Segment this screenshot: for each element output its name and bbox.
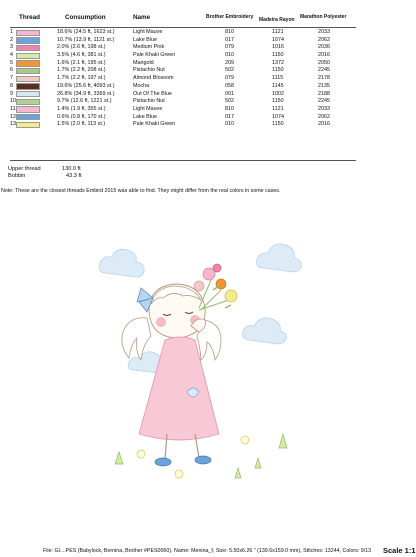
thread-consumption: 2.0% (2.6 ft, 198 st.) [57, 44, 106, 51]
thread-name: Lake Blue [133, 36, 157, 43]
thread-consumption: 26.8% (34.9 ft, 3369 st.) [57, 90, 115, 97]
thread-color-swatch [16, 99, 40, 105]
thread-name: Mocha [133, 82, 150, 89]
bobbin-value: 43.3 ft [66, 173, 82, 180]
thread-number: 13 [10, 121, 16, 128]
thread-number: 12 [10, 113, 16, 120]
thread-consumption: 10.7% (13.9 ft, 1121 st.) [57, 36, 115, 43]
table-row [0, 121, 416, 129]
table-row [0, 67, 416, 75]
thread-brother: 010 [225, 121, 234, 128]
thread-madeira: 1121 [272, 105, 284, 112]
table-row [0, 98, 416, 106]
thread-brother: 502 [225, 67, 234, 74]
thread-marathon: 2245 [318, 98, 330, 105]
thread-number: 4 [10, 52, 13, 59]
thread-consumption: 1.4% (1.9 ft, 355 st.) [57, 105, 106, 112]
header-madeira: Madeira Rayon [259, 17, 295, 23]
header-consumption: Consumption [65, 14, 106, 21]
thread-name: Pale Khaki Green [133, 121, 176, 128]
thread-marathon: 2062 [318, 113, 330, 120]
table-row [0, 106, 416, 114]
thread-color-swatch [16, 45, 40, 51]
thread-consumption: 1.5% (2.0 ft, 113 st.) [57, 121, 106, 128]
thread-brother: 058 [225, 82, 234, 89]
thread-brother: 209 [225, 59, 234, 66]
thread-marathon: 2178 [318, 75, 330, 82]
thread-marathon: 2033 [318, 105, 330, 112]
thread-name: Almond Blossom [133, 75, 174, 82]
thread-consumption: 1.7% (2.2 ft, 208 st.) [57, 67, 106, 74]
thread-marathon: 2188 [318, 90, 330, 97]
thread-brother: 017 [225, 113, 234, 120]
thread-color-swatch [16, 83, 40, 89]
thread-brother: 017 [225, 36, 234, 43]
thread-number: 9 [10, 90, 13, 97]
shoe-right [195, 456, 211, 464]
cloud-right [243, 318, 287, 344]
upper-thread-value: 130.0 ft [62, 166, 81, 172]
header-rule [10, 27, 356, 28]
thread-madeira: 1074 [272, 36, 284, 43]
cloud-right-top [257, 244, 302, 272]
thread-color-swatch [16, 114, 40, 120]
thread-marathon: 2245 [318, 67, 330, 74]
table-row [0, 44, 416, 52]
thread-brother: 079 [225, 44, 234, 51]
thread-madeira: 1016 [272, 44, 284, 51]
thread-color-swatch [16, 60, 40, 66]
thread-marathon: 2016 [318, 121, 330, 128]
thread-madeira: 1121 [272, 29, 284, 35]
thread-name: Out Of The Blue [133, 90, 172, 97]
thread-consumption: 19.6% (25.6 ft, 4093 st.) [57, 82, 115, 89]
thread-madeira: 1074 [272, 113, 284, 120]
shoe-left [155, 458, 171, 466]
table-header [0, 12, 416, 26]
table-row [0, 29, 416, 37]
thread-brother: 502 [225, 98, 234, 105]
thread-name: Marigold [133, 59, 154, 66]
table-row [0, 52, 416, 60]
thread-name: Pistachio Nut [133, 98, 165, 105]
bobbin-label: Bobbin [8, 173, 26, 180]
cheek-left [156, 317, 166, 327]
thread-number: 11 [10, 105, 16, 112]
thread-madeira: 1145 [272, 82, 284, 89]
thread-marathon: 2062 [318, 36, 330, 43]
thread-consumption: 18.6% (24.5 ft, 1623 st.) [57, 29, 115, 35]
cloud-left [99, 249, 144, 277]
upper-thread-label: Upper thread [8, 166, 41, 172]
thread-madeira: 1372 [272, 59, 284, 66]
thread-madeira: 1150 [272, 98, 284, 105]
thread-madeira: 1150 [272, 121, 284, 128]
thread-consumption: 9.7% (12.6 ft, 1221 st.) [57, 98, 112, 105]
thread-color-swatch [16, 37, 40, 43]
thread-name: Light Mauve [133, 105, 163, 112]
color-note: Note: These are the closest threads Embird 2015 was able to find. They might differ from the real colors in some cases. [1, 188, 281, 194]
thread-madeira: 1002 [272, 90, 284, 97]
thread-color-swatch [16, 30, 40, 36]
thread-color-swatch [16, 91, 40, 97]
thread-madeira: 1150 [272, 67, 284, 74]
embroidery-design-image [95, 228, 335, 490]
thread-table [0, 29, 416, 129]
thread-brother: 810 [225, 105, 234, 112]
scale-label: Scale 1:1 [383, 546, 416, 555]
thread-marathon: 2135 [318, 82, 330, 89]
thread-name: Medium Pink [133, 44, 165, 51]
thread-consumption: 1.7% (2.2 ft, 197 st.) [57, 75, 106, 82]
thread-number: 6 [10, 67, 13, 74]
thread-number: 10 [10, 98, 16, 105]
thread-color-swatch [16, 68, 40, 74]
thread-number: 5 [10, 59, 13, 66]
header-name: Name [133, 14, 151, 21]
thread-brother: 001 [225, 90, 234, 97]
header-thread: Thread [19, 14, 40, 21]
table-row [0, 60, 416, 68]
thread-color-swatch [16, 122, 40, 128]
table-row [0, 114, 416, 122]
thread-marathon: 2033 [318, 29, 330, 35]
thread-madeira: 1115 [272, 75, 284, 82]
thread-consumption: 1.6% (2.1 ft, 195 st.) [57, 59, 106, 66]
thread-marathon: 2050 [318, 59, 330, 66]
thread-number: 8 [10, 82, 13, 89]
table-row [0, 75, 416, 83]
thread-name: Pale Khaki Green [133, 52, 176, 59]
thread-brother: 010 [225, 52, 234, 59]
thread-madeira: 1150 [272, 52, 284, 59]
thread-color-swatch [16, 53, 40, 59]
thread-brother: 810 [225, 29, 234, 35]
thread-number: 3 [10, 44, 13, 51]
file-info: File: Gl....PES (Babylock, Bernina, Brother #PES0060), Name: Menina_f, Size: 5.50x6.26 " (139.6x159.0 mm), Stitches: 13244, Colors: 9/13 [43, 548, 372, 554]
thread-marathon: 2036 [318, 44, 330, 51]
thread-brother: 079 [225, 75, 234, 82]
thread-consumption: 0.6% (0.8 ft, 170 st.) [57, 113, 106, 120]
thread-number: 7 [10, 75, 13, 82]
thread-consumption: 3.5% (4.6 ft, 381 st.) [57, 52, 106, 59]
thread-color-swatch [16, 76, 40, 82]
table-row [0, 37, 416, 45]
thread-color-swatch [16, 106, 40, 112]
table-bottom-rule [10, 160, 356, 161]
thread-number: 2 [10, 36, 13, 43]
header-brother: Brother Embroidery [206, 14, 254, 20]
table-row [0, 83, 416, 91]
thread-name: Lake Blue [133, 113, 157, 120]
table-row [0, 91, 416, 99]
header-marathon: Marathon Polyester [300, 14, 347, 20]
thread-number: 1 [10, 29, 13, 35]
thread-name: Pistachio Nut [133, 67, 165, 74]
thread-name: Light Mauve [133, 29, 163, 35]
thread-marathon: 2016 [318, 52, 330, 59]
